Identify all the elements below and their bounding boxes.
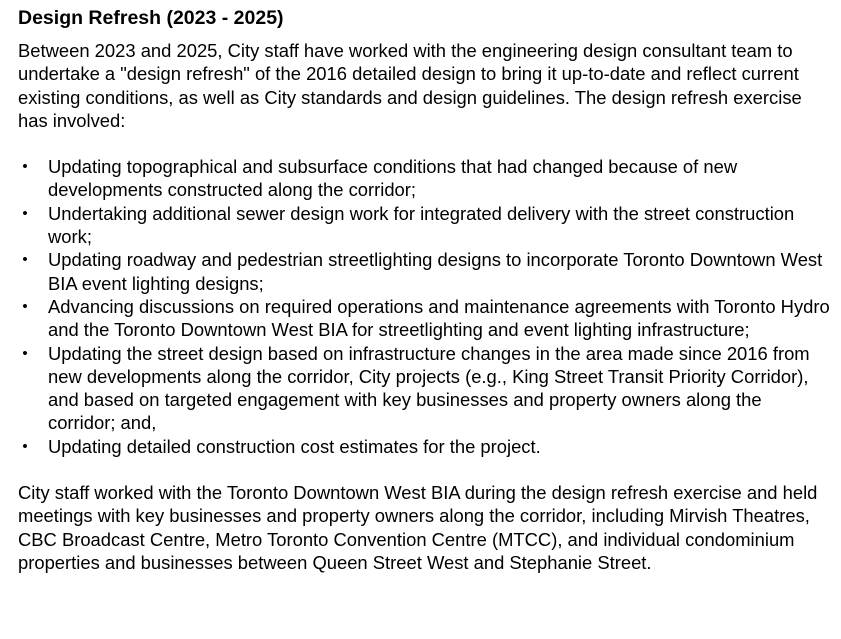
bullet-icon: • [22,251,28,269]
bullet-icon: • [22,344,28,362]
list-item [18,202,831,249]
bullet-icon: • [22,158,28,176]
list-item-text: Updating detailed construction cost estimates for the project. [48,435,541,457]
list-item [18,295,831,342]
list-item-text: Undertaking additional sewer design work for integrated delivery with the street construction work; [48,202,795,248]
list-item-text: Advancing discussions on required operations and maintenance agreements with Toronto Hydro and the Toronto Downtown West BIA for streetlighting and event lighting infrastructure; [48,295,830,341]
list-item [18,435,831,458]
bullet-icon: • [22,204,28,222]
list-item-text: Updating topographical and subsurface conditions that had changed because of new developments constructed along the corridor; [48,156,738,201]
section-heading: Design Refresh (2023 - 2025) [18,7,284,29]
bullet-icon: • [22,437,28,455]
list-item [18,248,831,295]
list-item [18,155,831,202]
bullet-list [18,155,831,458]
list-item-text: Updating the street design based on infrastructure changes in the area made since 2016 from new developments along the corridor, City projects (e.g., King Street Transit Priority Corridor), and based on targeted engagement with key businesses and property owners along the corridor; and, [48,342,810,434]
list-item-text: Updating roadway and pedestrian streetlighting designs to incorporate Toronto Downtown West BIA event lighting designs; [48,249,823,294]
closing-paragraph: City staff worked with the Toronto Downtown West BIA during the design refresh exercise and held meetings with key businesses and property owners along the corridor, including Mirvish Theatres, CBC Broadcast Centre, Metro Toronto Convention Centre (MTCC), and individual condominium properties and businesses between Queen Street West and Stephanie Street. [18,482,818,573]
list-item [18,342,831,435]
intro-paragraph: Between 2023 and 2025, City staff have worked with the engineering design consultant team to undertake a "design refresh" of the 2016 detailed design to bring it up-to-date and reflect current existing conditions, as well as City standards and design guidelines. The design refresh exercise has involved: [18,40,802,131]
bullet-icon: • [22,297,28,315]
